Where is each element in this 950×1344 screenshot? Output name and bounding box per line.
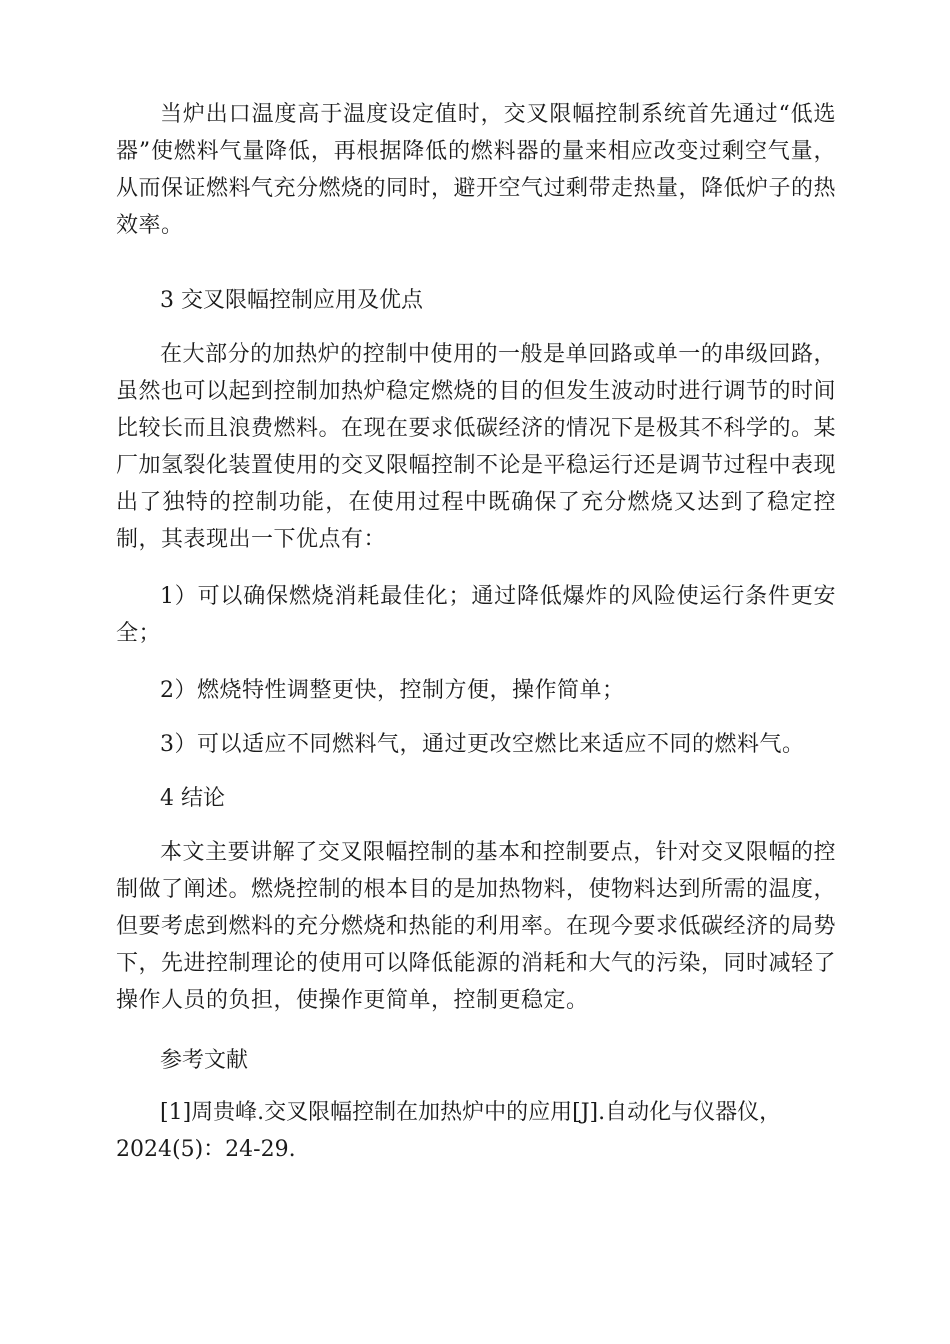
list-item-advantage-2: 2）燃烧特性调整更快，控制方便，操作简单；: [160, 678, 625, 703]
list-item-advantage-3: 3）可以适应不同燃料气，通过更改空燃比来适应不同的燃料气。: [160, 732, 805, 757]
section-heading-4: 4 结论: [160, 786, 225, 811]
list-item-advantage-1: 1）可以确保燃烧消耗最佳化；通过降低爆炸的风险使运行条件更安全；: [116, 584, 836, 646]
section-heading-3: 3 交叉限幅控制应用及优点: [160, 288, 423, 313]
reference-entry-1: [1]周贵峰.交叉限幅控制在加热炉中的应用[J].自动化与仪器仪，2024(5)：24-29.: [116, 1100, 782, 1162]
references-heading: 参考文献: [160, 1048, 249, 1073]
paragraph-application: 在大部分的加热炉的控制中使用的一般是单回路或单一的串级回路，虽然也可以起到控制加热炉稳定燃烧的目的但发生波动时进行调节的时间比较长而且浪费燃料。在现在要求低碳经济的情况下是极其不科学的。某厂加氢裂化装置使用的交叉限幅控制不论是平稳运行还是调节过程中表现出了独特的控制功能，在使用过程中既确保了充分燃烧又达到了稳定控制，其表现出一下优点有：: [116, 342, 837, 552]
paragraph-furnace-temperature: 当炉出口温度高于温度设定值时，交叉限幅控制系统首先通过“低选器”使燃料气量降低，再根据降低的燃料器的量来相应改变过剩空气量，从而保证燃料气充分燃烧的同时，避开空气过剩带走热量，降低炉子的热效率。: [116, 102, 837, 238]
paragraph-conclusion: 本文主要讲解了交叉限幅控制的基本和控制要点，针对交叉限幅的控制做了阐述。燃烧控制的根本目的是加热物料，使物料达到所需的温度，但要考虑到燃料的充分燃烧和热能的利用率。在现今要求低碳经济的局势下，先进控制理论的使用可以降低能源的消耗和大气的污染，同时减轻了操作人员的负担，使操作更简单，控制更稳定。: [116, 840, 837, 1013]
